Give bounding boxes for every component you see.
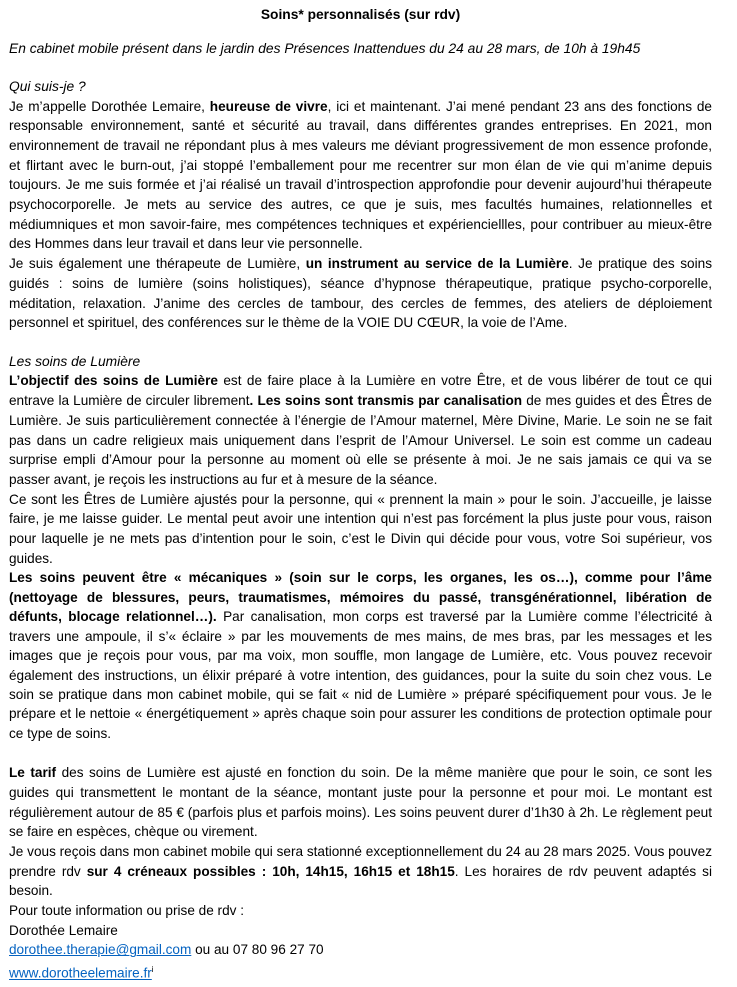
event-subtitle: En cabinet mobile présent dans le jardin des Présences Inattendues du 24 au 28 mars, de 10h à 19h45 <box>9 41 641 56</box>
soins-p3-bold: Les soins peuvent être « mécaniques » (soin sur le corps, les organes, les os…), comme pour l’âme (nettoyage de blessures, peurs, traumatismes, mémoires du passé, transgénérationnel, libération de défunts, blocage relationnel…). <box>9 570 712 625</box>
about-p2-bold: un instrument au service de la Lumière <box>305 256 569 272</box>
contact-phone: ou au 07 80 96 27 70 <box>191 942 324 958</box>
contact-email-line <box>9 940 712 960</box>
soins-paragraph-3 <box>9 568 712 743</box>
booking-text-rest: . Les horaires de rdv peuvent adaptés si besoin. <box>9 863 712 899</box>
tarif-paragraph-1 <box>9 763 712 842</box>
soins-p1-text-rest: de mes guides et des Êtres de Lumière. Je suis particulièrement connectée à l’énergie de l’Amour maternel, Mère Divine, Marie. Le soin ne se fait pas dans un cadre religieux mais uniquement dans l’esprit de l’Amour Universel. Le soin est comme un cadeau surprise empli d’Amour pour la personne au moment où elle se présente à moi. Je ne sais jamais ce qui va se passer avant, je reçois les instructions au fur et à mesure de la séance. <box>9 393 712 487</box>
tarif-paragraph-2 <box>9 842 712 901</box>
soins-p1-text: est de faire place à la Lumière en votre Être, et de vous libérer de tout ce qui entrave la Lumière de circuler librement <box>9 373 712 409</box>
soins-p1-bold: L’objectif des soins de Lumière <box>9 373 218 389</box>
about-p2-text: Je suis également une thérapeute de Lumière, <box>9 256 306 272</box>
tarif-text: des soins de Lumière est ajusté en fonction du soin. De la même manière que pour le soin, ce sont les guides qui transmettent le montant de la séance, montant juste pour la personne et pour moi. Le montant est régulièrement autour de 85 € (parfois plus et parfois moins). Les soins peuvent durer d’1h30 à 2h. Le règlement peut se faire en espèces, chèque ou virement. <box>9 765 712 840</box>
contact-name: Dorothée Lemaire <box>9 922 118 938</box>
soins-p1-bold-2: . Les soins sont transmis par canalisation <box>249 393 523 409</box>
contact-website-line <box>9 960 712 983</box>
soins-paragraph-2: Ce sont les Êtres de Lumière ajustés pour la personne, qui « prennent la main » pour le soin. J’accueille, je laisse faire, je me laisse guider. Le mental peut avoir une intention qui n’est pas forcément la plus juste pour vous, raison pour laquelle je ne mets pas d’intention pour le soin, c’est le Divin qui décide pour vous, votre Soi supérieur, vos guides. <box>9 491 712 566</box>
tarif-bold: Le tarif <box>9 765 57 781</box>
soins-p3-text: Par canalisation, mon corps est traversé par la Lumière comme l’électricité à travers une ampoule, il s’« éclaire » par les mouvements de mes mains, de mes bras, par les messages et les images que je reçois pour vous, par ma voix, mon souffle, mon langage de Lumière, etc. Vous pouvez recevoir également des instructions, un élixir préparé à votre intention, des guidances, pour la suite du soin chez vous. Le soin se pratique dans mon cabinet mobile, qui se fait « nid de Lumière » préparé spécifiquement pour vous. Je le prépare et le nettoie « énergétiquement » après chaque soin pour assurer les conditions de protection optimale pour ce type de soins. <box>9 609 713 741</box>
website-link[interactable]: www.dorotheelemaire.fr <box>9 965 152 981</box>
about-p1-bold: heureuse de vivre <box>209 98 328 114</box>
soins-paragraph-1 <box>9 371 712 489</box>
email-link[interactable]: dorothee.therapie@gmail.com <box>9 942 192 958</box>
booking-text: Je vous reçois dans mon cabinet mobile qui sera stationné exceptionnellement du 24 au 28 mars 2025. Vous pouvez prendre rdv <box>9 843 712 879</box>
about-p1-text: Je m’appelle Dorothée Lemaire, <box>9 98 210 114</box>
contact-intro: Pour toute information ou prise de rdv : <box>9 903 244 919</box>
footnote-marker: i <box>151 965 154 975</box>
about-heading: Qui suis-je ? <box>9 79 86 94</box>
soins-heading: Les soins de Lumière <box>9 353 141 369</box>
booking-slots: sur 4 créneaux possibles : 10h, 14h15, 16h15 et 18h15 <box>86 863 455 879</box>
about-paragraph-1 <box>9 97 712 255</box>
about-p2-text-rest: . Je pratique des soins guidés : soins de lumière (soins holistiques), séance d’hypnose thérapeutique, pratique psycho-corporelle, méditation, relaxation. J’anime des cercles de tambour, des cercles de femmes, des ateliers de déploiement personnel et spirituel, des conférences sur le thème de la VOIE DU CŒUR, la voie de l’Ame. <box>9 256 712 331</box>
about-p1-text-rest: , ici et maintenant. J’ai mené pendant 23 ans des fonctions de responsable environnement, santé et sécurité au travail, dans différentes grandes entreprises. En 2021, mon environnement de travail ne répondant plus à mes valeurs me déviant progressivement de mon essence profonde, et flirtant avec le burn-out, j’ai stoppé l’emballement pour me recentrer sur mon élan de vie qui m’anime depuis toujours. Je me suis formée et j’ai réalisé un travail d’introspection approfondie pour devenir aujourd’hui thérapeute psychocorporelle. Je mets au service des autres, ce que je suis, mes facultés humaines, relationnelles et médiumniques et mon savoir-faire, mes compétences techniques et expérienciellles, pour contribuer au mieux-être des Hommes dans leur travail et dans leur vie personnelle. <box>9 98 712 252</box>
page-title: Soins* personnalisés (sur rdv) <box>260 7 461 22</box>
document-page <box>9 0 712 983</box>
about-paragraph-2 <box>9 254 712 333</box>
